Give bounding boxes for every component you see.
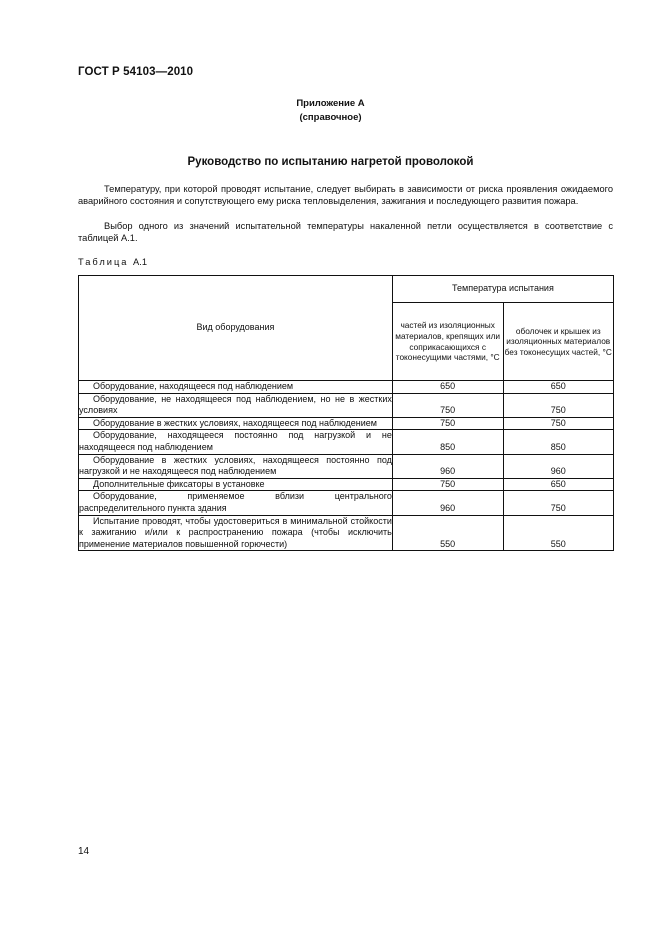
equipment-kind-cell: Оборудование, не находящееся под наблюдением, но не в жестких условиях [79,393,393,417]
header-equipment-kind: Вид оборудования [79,276,393,381]
table-row [79,478,614,491]
temperature-table [78,275,614,551]
document-code: ГОСТ Р 54103—2010 [78,66,194,78]
paragraph: Выбор одного из значений испытательной температуры накаленной петли осуществляется в соответствие с таблицей А.1. [78,221,613,244]
section-title: Руководство по испытанию нагретой проволокой [187,156,474,168]
paragraph: Температуру, при которой проводят испытание, следует выбирать в зависимости от риска проявления ожидаемого аварийного состояния и сопутствующего ему риска тепловыделения, зажигания и последующего развития пожара. [78,184,613,207]
enclosures-temp-cell: 750 [503,491,614,515]
header-enclosures-col: оболочек и крышек из изоляционных материалов без токонесущих частей, °С [503,303,614,381]
annex-title: Приложение А [296,98,365,109]
table-row [79,381,614,394]
page-number: 14 [78,846,90,857]
parts-temp-cell: 650 [392,381,503,394]
table-caption-word: Таблица [78,257,129,267]
header-parts-col: частей из изоляционных материалов, крепящих или соприкасающихся с токонесущими частями, °С [392,303,503,381]
parts-temp-cell: 750 [392,478,503,491]
table-row [79,515,614,551]
parts-temp-cell: 960 [392,454,503,478]
enclosures-temp-cell: 650 [503,478,614,491]
table-caption [78,257,147,267]
table-row [79,491,614,515]
equipment-kind-cell: Оборудование, применяемое вблизи центрального распределительного пункта здания [79,491,393,515]
parts-temp-cell: 960 [392,491,503,515]
parts-temp-cell: 850 [392,430,503,454]
table-row [79,430,614,454]
header-test-temperature: Температура испытания [392,276,613,303]
enclosures-temp-cell: 750 [503,417,614,430]
annex-heading [0,97,661,125]
equipment-kind-cell: Дополнительные фиксаторы в установке [79,478,393,491]
table-row [79,393,614,417]
table-row [79,454,614,478]
parts-temp-cell: 550 [392,515,503,551]
equipment-kind-cell: Оборудование в жестких условиях, находящееся под наблюдением [79,417,393,430]
equipment-kind-cell: Испытание проводят, чтобы удостовериться в минимальной стойкости к зажиганию и/или к распространению пожара (чтобы исключить применение материалов повышенной горючести) [79,515,393,551]
enclosures-temp-cell: 850 [503,430,614,454]
enclosures-temp-cell: 960 [503,454,614,478]
parts-temp-cell: 750 [392,393,503,417]
annex-subtitle: (справочное) [299,112,362,123]
enclosures-temp-cell: 550 [503,515,614,551]
enclosures-temp-cell: 650 [503,381,614,394]
table-number: А.1 [133,257,148,267]
enclosures-temp-cell: 750 [503,393,614,417]
equipment-kind-cell: Оборудование в жестких условиях, находящееся постоянно под нагрузкой и не находящееся под наблюдением [79,454,393,478]
parts-temp-cell: 750 [392,417,503,430]
equipment-kind-cell: Оборудование, находящееся постоянно под нагрузкой и не находящееся под наблюдением [79,430,393,454]
equipment-kind-cell: Оборудование, находящееся под наблюдением [79,381,393,394]
table-row [79,417,614,430]
